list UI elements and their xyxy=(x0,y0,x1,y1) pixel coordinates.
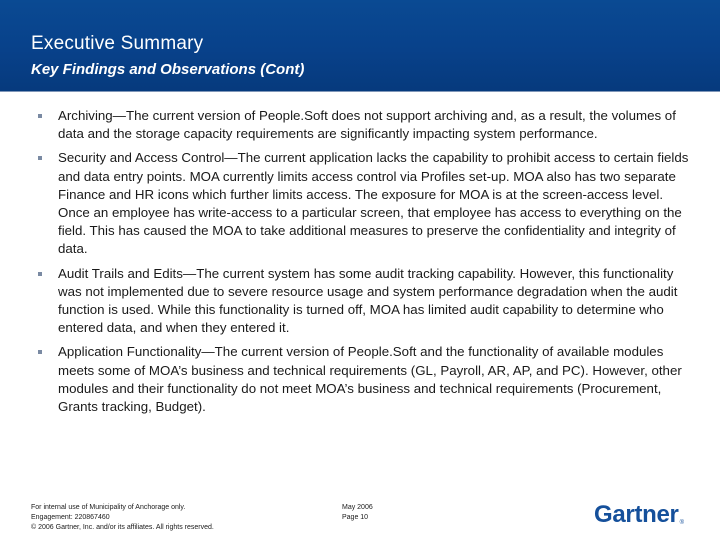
bullet-text: Application Functionality—The current version of People.Soft and the functionality of available modules meets some of MOA’s business and technical requirements (GL, Payroll, AR, AP, and PC). However, other modules and their functionality do not meet MOA’s business and technical requirements (Procurement, Grants tracking, Budget). xyxy=(58,344,682,415)
bullet-icon xyxy=(38,272,42,276)
registered-mark: ® xyxy=(679,520,685,526)
gartner-logo xyxy=(594,498,684,528)
bullet-icon xyxy=(38,350,42,354)
bullet-text: Audit Trails and Edits—The current system has some audit tracking capability. However, this functionality was not implemented due to severe resource usage and system performance degradation when the audit function is used. While this functionality is turned off, MOA has limited audit capability to determine who entered data, and when they entered it. xyxy=(58,265,678,336)
list-item xyxy=(36,149,690,258)
bullet-text: Security and Access Control—The current application lacks the capability to prohibit access to certain fields and data entry points. MOA currently limits access control via Profiles set-up. MOA also has two separate Finance and HR icons which further limits access. The exposure for MOA is at the screen-access level. Once an employee has write-access to a particular screen, that employee has access to everything on the field. This has caused the MOA to take additional measures to preserve the confidentiality and integrity of data. xyxy=(58,150,689,257)
footer-legal xyxy=(31,503,214,533)
logo-wordmark: Gartner xyxy=(594,501,679,528)
bullet-icon xyxy=(38,156,42,160)
footer-engagement: Engagement: 220867460 xyxy=(31,514,110,521)
slide-title: Executive Summary xyxy=(31,33,204,54)
page-number: Page 10 xyxy=(342,514,369,521)
slide-subtitle: Key Findings and Observations (Cont) xyxy=(31,61,305,78)
footer-usage: For internal use of Municipality of Anchorage only. xyxy=(31,504,186,511)
list-item xyxy=(36,107,690,143)
bullet-icon xyxy=(38,114,42,118)
footer-copyright: © 2006 Gartner, Inc. and/or its affiliates. All rights reserved. xyxy=(31,524,214,531)
list-item xyxy=(36,343,690,416)
findings-list xyxy=(36,107,690,422)
footer-date: May 2006 xyxy=(342,504,373,511)
footer-date-page xyxy=(342,503,373,523)
slide-header xyxy=(0,0,720,92)
list-item xyxy=(36,265,690,338)
bullet-text: Archiving—The current version of People.Soft does not support archiving and, as a result, the volumes of data and the storage capacity requirements are significantly impacting system performance. xyxy=(58,108,676,142)
